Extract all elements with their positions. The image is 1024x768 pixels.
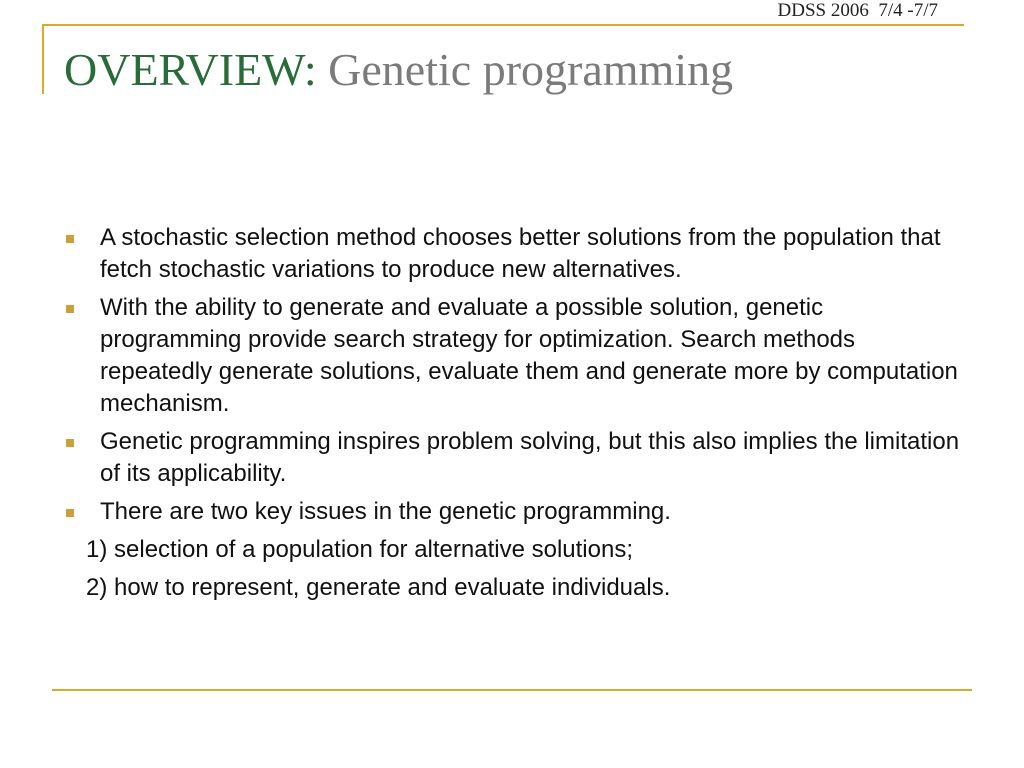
square-bullet-icon: [66, 235, 74, 243]
bullet-text: Genetic programming inspires problem solving, but this also implies the limitation of its applicability.: [100, 428, 960, 487]
bullet-text: A stochastic selection method chooses better solutions from the population that fetch stochastic variations to produce new alternatives.: [100, 224, 941, 283]
bullet-item: [0, 496, 1024, 528]
title-part-overview: OVERVIEW:: [64, 44, 329, 95]
bullet-item: [0, 292, 1024, 420]
top-rule: [42, 24, 964, 26]
slide-content: [0, 222, 1024, 604]
bullet-text: There are two key issues in the genetic programming.: [100, 498, 671, 525]
left-rule: [42, 24, 44, 94]
title-part-topic: Genetic programming: [328, 44, 734, 95]
bullet-item: [0, 426, 1024, 490]
bullet-list: [0, 222, 1024, 528]
sub-item-2: 2) how to represent, generate and evaluate individuals.: [86, 574, 671, 601]
bullet-text: With the ability to generate and evaluate a possible solution, genetic programming provide search strategy for optimization. Search methods repeatedly generate solutions, evaluate them and generate more by computation mechanism.: [100, 294, 958, 417]
square-bullet-icon: [66, 509, 74, 517]
header-note: DDSS 2006 7/4 -7/7: [777, 0, 938, 21]
bottom-rule: [52, 689, 972, 691]
sub-item-1: 1) selection of a population for alternative solutions;: [86, 536, 633, 563]
slide-title: [64, 40, 733, 100]
square-bullet-icon: [66, 439, 74, 447]
square-bullet-icon: [66, 305, 74, 313]
bullet-item: [0, 222, 1024, 286]
